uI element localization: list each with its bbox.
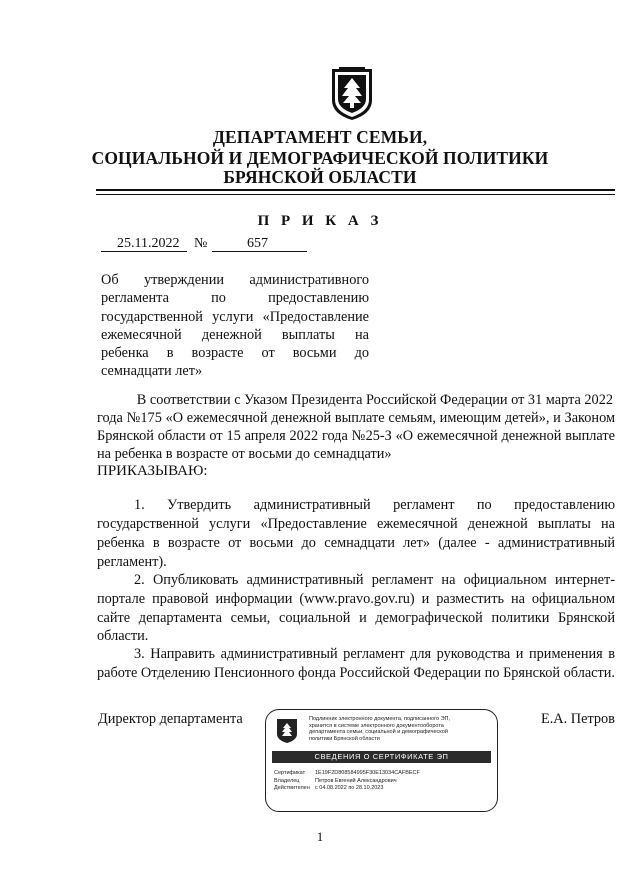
header-divider-thin <box>96 194 615 195</box>
page-number: 1 <box>316 829 324 844</box>
validity-value: с 04.08.2022 по 28.10.2023 <box>315 785 384 792</box>
order-number: 657 <box>247 236 268 251</box>
preamble-line: на ребенка в возрасте от восьми до семнадцати» <box>97 446 392 462</box>
order-number-label: № <box>194 236 208 251</box>
validity-label: Действителен <box>274 785 310 792</box>
preamble-line: года №175 «О ежемесячной денежной выплате семьям, имеющим детей», и Законом <box>97 410 615 426</box>
signatory-position: Директор департамента <box>98 711 243 727</box>
item-1-line: регламент). <box>97 554 167 570</box>
order-subject <box>101 271 369 381</box>
stamp-coat-of-arms-icon <box>276 718 298 744</box>
preamble-line: В соответствии с Указом Президента Российской Федерации от 31 марта 2022 <box>136 392 613 408</box>
stamp-certificate-header: СВЕДЕНИЯ О СЕРТИФИКАТЕ ЭП <box>272 751 491 763</box>
order-date: 25.11.2022 <box>117 236 180 251</box>
certificate-value: 1E19F2D808584995F30E13034CAFBECF <box>315 770 420 776</box>
stamp-description <box>309 716 494 742</box>
subject-line: ребенка в возрасте от восьми до <box>101 345 369 362</box>
stamp-certificate-details <box>274 770 420 793</box>
order-word: ПРИКАЗЫВАЮ: <box>97 463 208 479</box>
subject-line: регламента по предоставлению <box>101 290 369 307</box>
signatory-name: Е.А. Петров <box>541 711 615 727</box>
item-2-line: сайте департамента семьи, социальной и демографической политики Брянской <box>97 610 615 626</box>
item-2-line: области. <box>97 628 149 644</box>
item-3-line: работе Отделению Пенсионного фонда Российской Федерации по Брянской области. <box>97 665 615 681</box>
electronic-signature-stamp <box>265 709 498 812</box>
stamp-text-line: Подлинник электронного документа, подписанного ЭП, <box>309 716 451 722</box>
subject-line: семнадцати лет» <box>101 363 203 380</box>
subject-line: Об утверждении административного <box>101 272 369 288</box>
certificate-label: Сертификат <box>274 770 306 776</box>
subject-line: ежемесячной денежной выплаты на <box>101 326 369 343</box>
order-title: П Р И К А З <box>257 213 383 229</box>
department-name-line-1: ДЕПАРТАМЕНТ СЕМЬИ, <box>212 127 428 147</box>
header-divider-thick <box>96 189 615 191</box>
preamble-line: Брянской области от 15 апреля 2022 года №25-З «О ежемесячной денежной выплате <box>97 428 615 444</box>
item-2-line: портале правовой информации (www.pravo.gov.ru) и разместить на официальном <box>97 591 615 607</box>
stamp-text-line: политики Брянской области <box>309 735 380 742</box>
stamp-text-line: хранится в системе электронного документооборота <box>309 722 444 729</box>
item-3-line: 3. Направить административный регламент для руководства и применения в <box>134 646 615 662</box>
item-2-line: 2. Опубликовать административный регламент на официальном интернет- <box>134 572 615 588</box>
subject-line: государственной услуги «Предоставление <box>101 308 369 325</box>
bryansk-coat-of-arms-icon <box>329 66 375 122</box>
stamp-text-line: департамента семьи, социальной и демографической <box>309 729 448 736</box>
item-1-line: ребенка в возрасте от восьми до семнадцати лет» (далее - административный <box>97 535 615 551</box>
department-name-line-3: БРЯНСКОЙ ОБЛАСТИ <box>223 167 417 187</box>
owner-label: Владелец <box>274 777 300 784</box>
owner-value: Петров Евгений Александрович <box>315 777 397 784</box>
item-1-line: 1. Утвердить административный регламент по предоставлению <box>134 497 615 513</box>
item-1-line: государственной услуги «Предоставление ежемесячной денежной выплаты на <box>97 516 615 532</box>
department-name-line-2: СОЦИАЛЬНОЙ И ДЕМОГРАФИЧЕСКОЙ ПОЛИТИКИ <box>91 148 549 168</box>
